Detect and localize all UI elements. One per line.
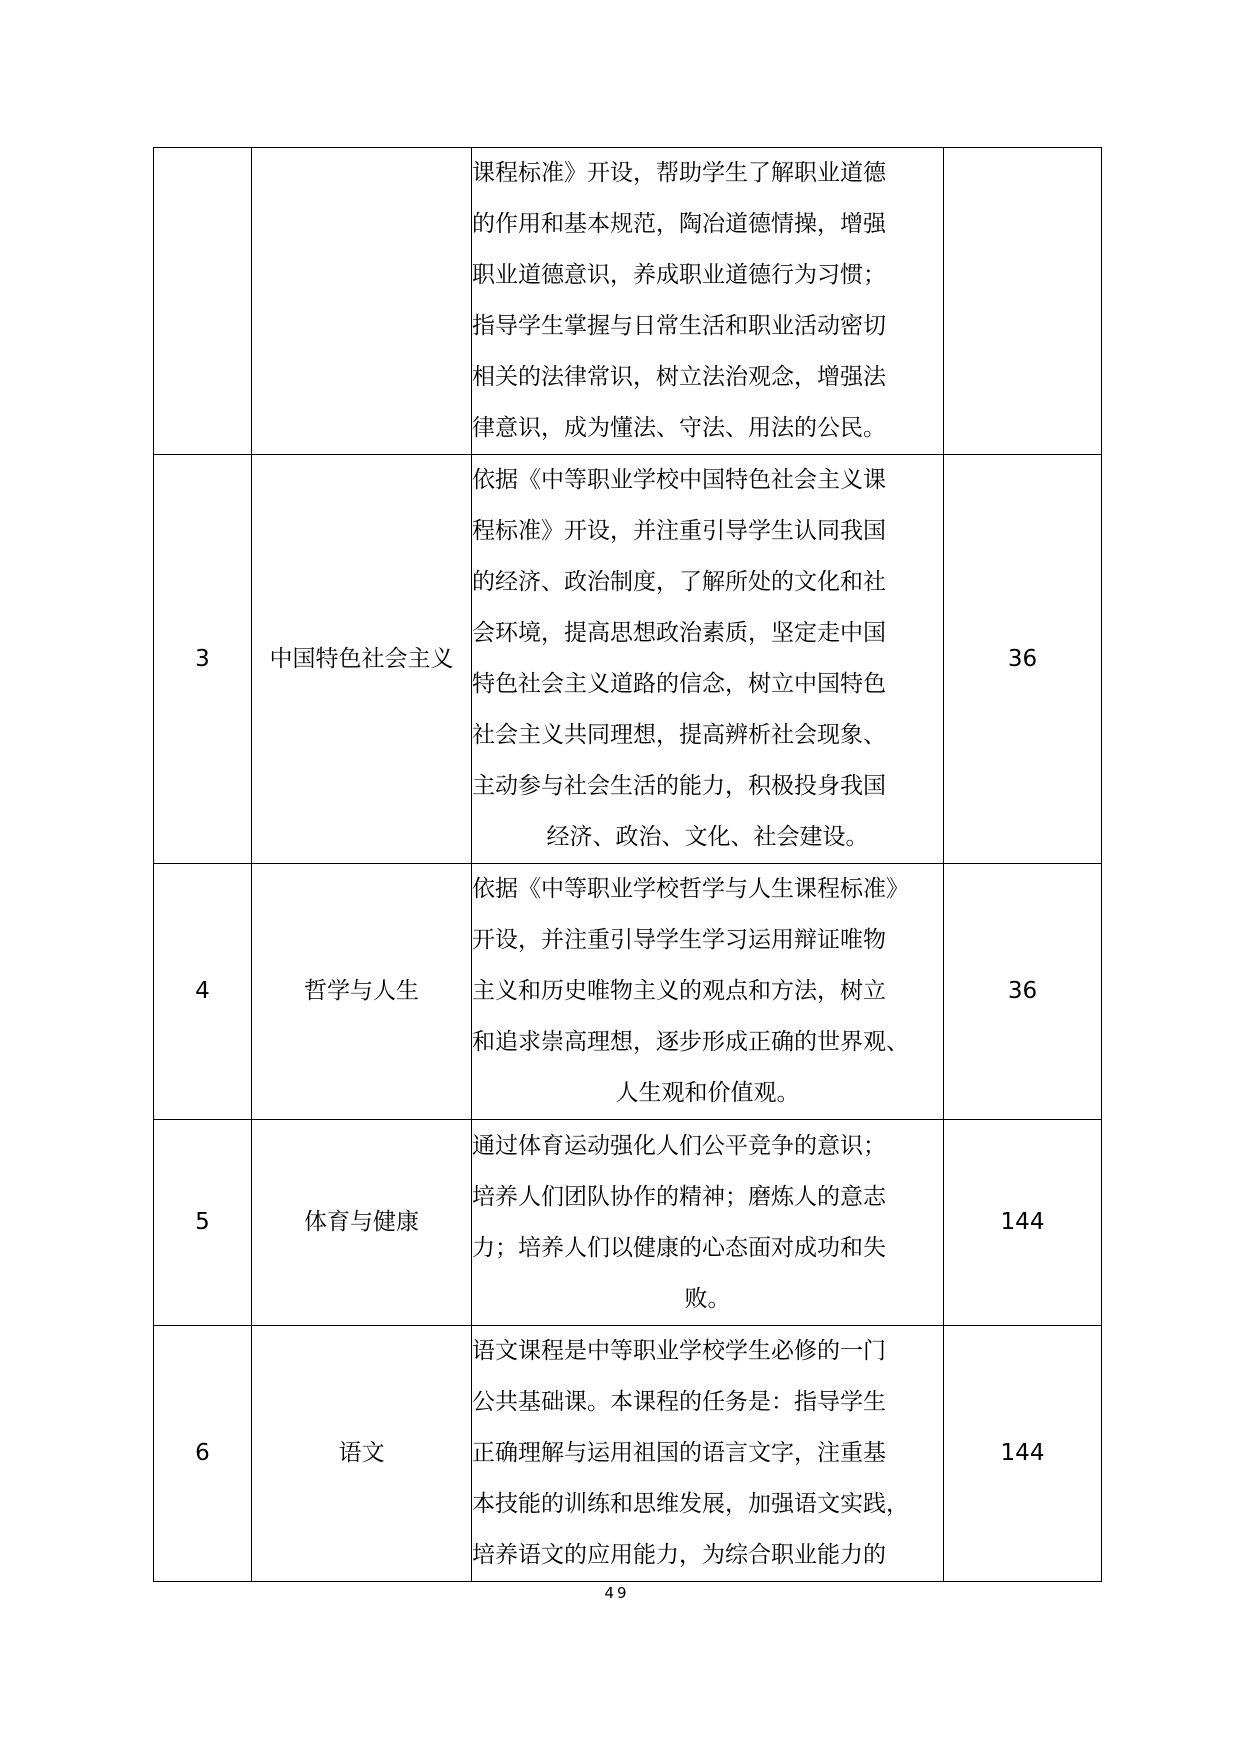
page-number: 49 <box>604 1584 630 1602</box>
content-line: 力；培养人们以健康的心态面对成功和失 <box>472 1234 886 1261</box>
course-number-cell: 6 <box>154 1326 252 1582</box>
content-line: 特色社会主义道路的信念，树立中国特色 <box>472 671 886 697</box>
content-line: 经济、政治、文化、社会建设。 <box>546 824 869 850</box>
course-hours-cell <box>944 148 1102 455</box>
course-name-cell: 中国特色社会主义 <box>252 455 472 864</box>
content-line: 正确理解与运用祖国的语言文字，注重基 <box>472 1440 886 1466</box>
content-line: 培养语文的应用能力，为综合职业能力的 <box>472 1542 886 1568</box>
course-table <box>153 147 1102 1582</box>
course-number-cell: 5 <box>154 1120 252 1326</box>
table-row <box>154 1120 1102 1326</box>
content-line: 开设，并注重引导学生学习运用辩证唯物 <box>472 927 886 953</box>
course-hours-cell: 144 <box>944 1120 1102 1326</box>
content-line: 相关的法律常识，树立法治观念，增强法 <box>472 364 886 390</box>
course-content-cell <box>472 455 944 864</box>
content-line: 依据《中等职业学校中国特色社会主义课 <box>472 467 886 493</box>
course-name-cell: 体育与健康 <box>252 1120 472 1326</box>
content-line: 主动参与社会生活的能力，积极投身我国 <box>472 773 886 799</box>
content-line: 通过体育运动强化人们公平竞争的意识； <box>472 1132 886 1159</box>
content-line: 职业道德意识，养成职业道德行为习惯； <box>472 262 886 288</box>
course-content-cell <box>472 1326 944 1582</box>
course-name-cell <box>252 148 472 455</box>
content-line: 人生观和价值观。 <box>615 1080 800 1106</box>
table-row <box>154 455 1102 864</box>
content-line: 会环境，提高思想政治素质，坚定走中国 <box>472 620 886 646</box>
content-line: 的经济、政治制度，了解所处的文化和社 <box>472 569 886 595</box>
course-hours-cell: 36 <box>944 864 1102 1120</box>
course-number-cell: 4 <box>154 864 252 1120</box>
content-line: 败。 <box>684 1285 731 1312</box>
content-line: 主义和历史唯物主义的观点和方法，树立 <box>472 978 886 1004</box>
table-row <box>154 864 1102 1120</box>
course-content-cell <box>472 148 944 455</box>
course-content-cell <box>472 864 944 1120</box>
content-line: 培养人们团队协作的精神；磨炼人的意志 <box>472 1183 886 1210</box>
course-content-cell <box>472 1120 944 1326</box>
content-line: 公共基础课。本课程的任务是：指导学生 <box>472 1389 886 1415</box>
table-row <box>154 148 1102 455</box>
content-line: 程标准》开设，并注重引导学生认同我国 <box>472 518 886 544</box>
content-line: 依据《中等职业学校哲学与人生课程标准》 <box>472 876 909 902</box>
course-hours-cell: 144 <box>944 1326 1102 1582</box>
course-name-cell: 哲学与人生 <box>252 864 472 1120</box>
content-line: 本技能的训练和思维发展，加强语文实践， <box>472 1491 909 1517</box>
course-number-cell <box>154 148 252 455</box>
content-line: 社会主义共同理想，提高辨析社会现象、 <box>472 722 886 748</box>
content-line: 的作用和基本规范，陶冶道德情操，增强 <box>472 211 886 237</box>
content-line: 语文课程是中等职业学校学生必修的一门 <box>472 1338 886 1364</box>
content-line: 课程标准》开设，帮助学生了解职业道德 <box>472 160 886 186</box>
content-line: 指导学生掌握与日常生活和职业活动密切 <box>472 313 886 339</box>
table-body <box>154 148 1102 1582</box>
table-row <box>154 1326 1102 1582</box>
course-name-cell: 语文 <box>252 1326 472 1582</box>
course-hours-cell: 36 <box>944 455 1102 864</box>
course-number-cell: 3 <box>154 455 252 864</box>
content-line: 律意识，成为懂法、守法、用法的公民。 <box>472 415 886 441</box>
content-line: 和追求崇高理想，逐步形成正确的世界观、 <box>472 1029 909 1055</box>
